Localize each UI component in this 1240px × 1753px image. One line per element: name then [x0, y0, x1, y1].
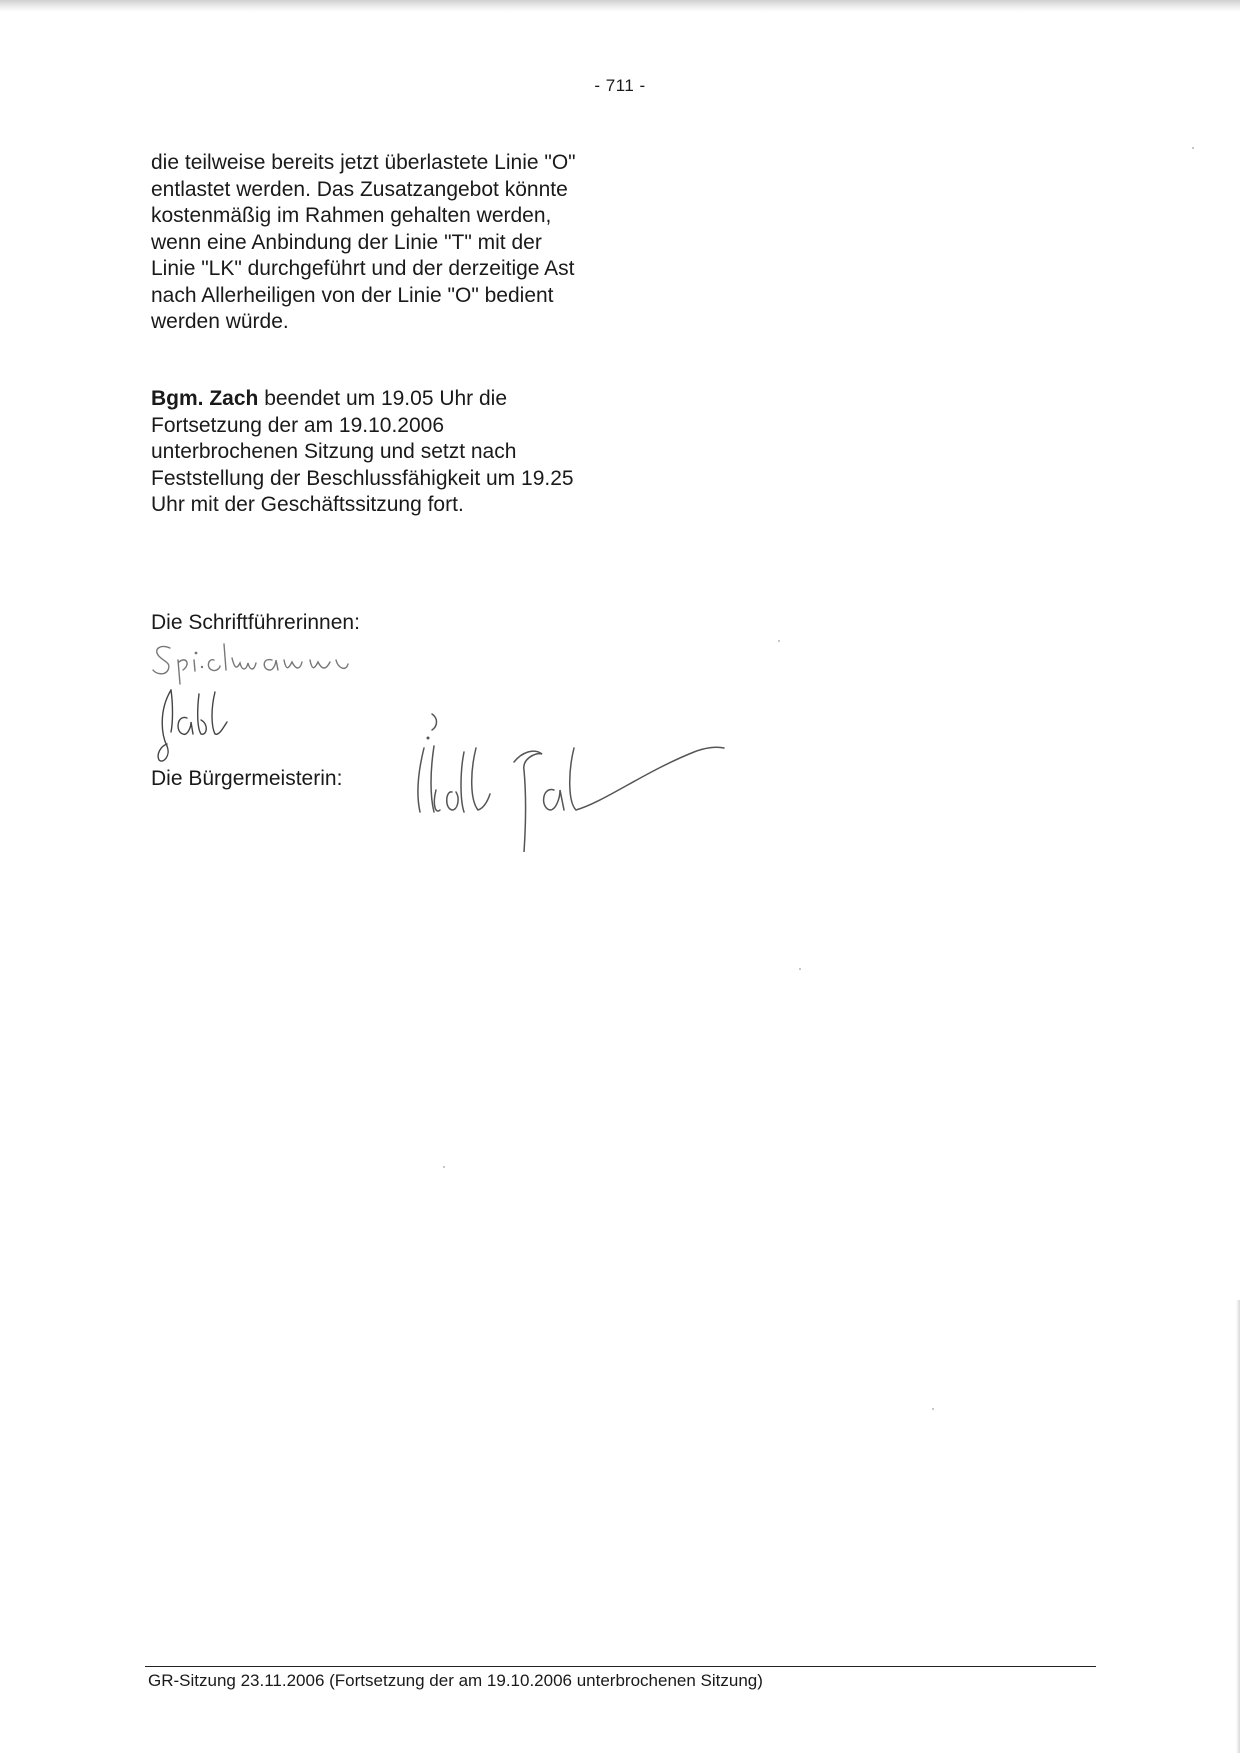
scan-speck: [443, 1166, 445, 1168]
scan-speck: [778, 640, 780, 642]
footer-rule: [145, 1666, 1096, 1667]
scan-speck: [932, 1408, 934, 1410]
paragraph-transit-lines: die teilweise bereits jetzt überlastete Linie "O" entlastet werden. Das Zusatzangebot könnte kostenmäßig im Rahmen gehalten werden, wenn eine Anbindung der Linie "T" mit der Linie "LK" durchgeführt und der derzeitige Ast nach Allerheiligen von der Linie "O" bedient werden würde.: [151, 151, 576, 333]
scan-edge-right: [1236, 1300, 1240, 1753]
paragraph-session-text: beendet um 19.05 Uhr die Fortsetzung der am 19.10.2006 unterbrochenen Sitzung und setzt nach Feststellung der Beschlussfähigkeit um 19.25 Uhr mit der Geschäftssitzung fort.: [151, 387, 574, 516]
signature-fabl: [157, 684, 247, 764]
signature-mayor: [404, 712, 734, 852]
scan-edge-top: [0, 0, 1240, 12]
footer-text: GR-Sitzung 23.11.2006 (Fortsetzung der am 19.10.2006 unterbrochenen Sitzung): [148, 1671, 763, 1690]
signature-spielmann: [150, 640, 365, 686]
scan-speck: [799, 968, 801, 970]
scan-speck: [1192, 147, 1194, 149]
paragraph-session-continuation: [151, 386, 591, 519]
speaker-name: Bgm. Zach: [151, 387, 259, 410]
recorders-label: Die Schriftführerinnen:: [151, 611, 360, 634]
mayor-label: Die Bürgermeisterin:: [151, 767, 343, 790]
page-number: - 711 -: [594, 76, 646, 95]
